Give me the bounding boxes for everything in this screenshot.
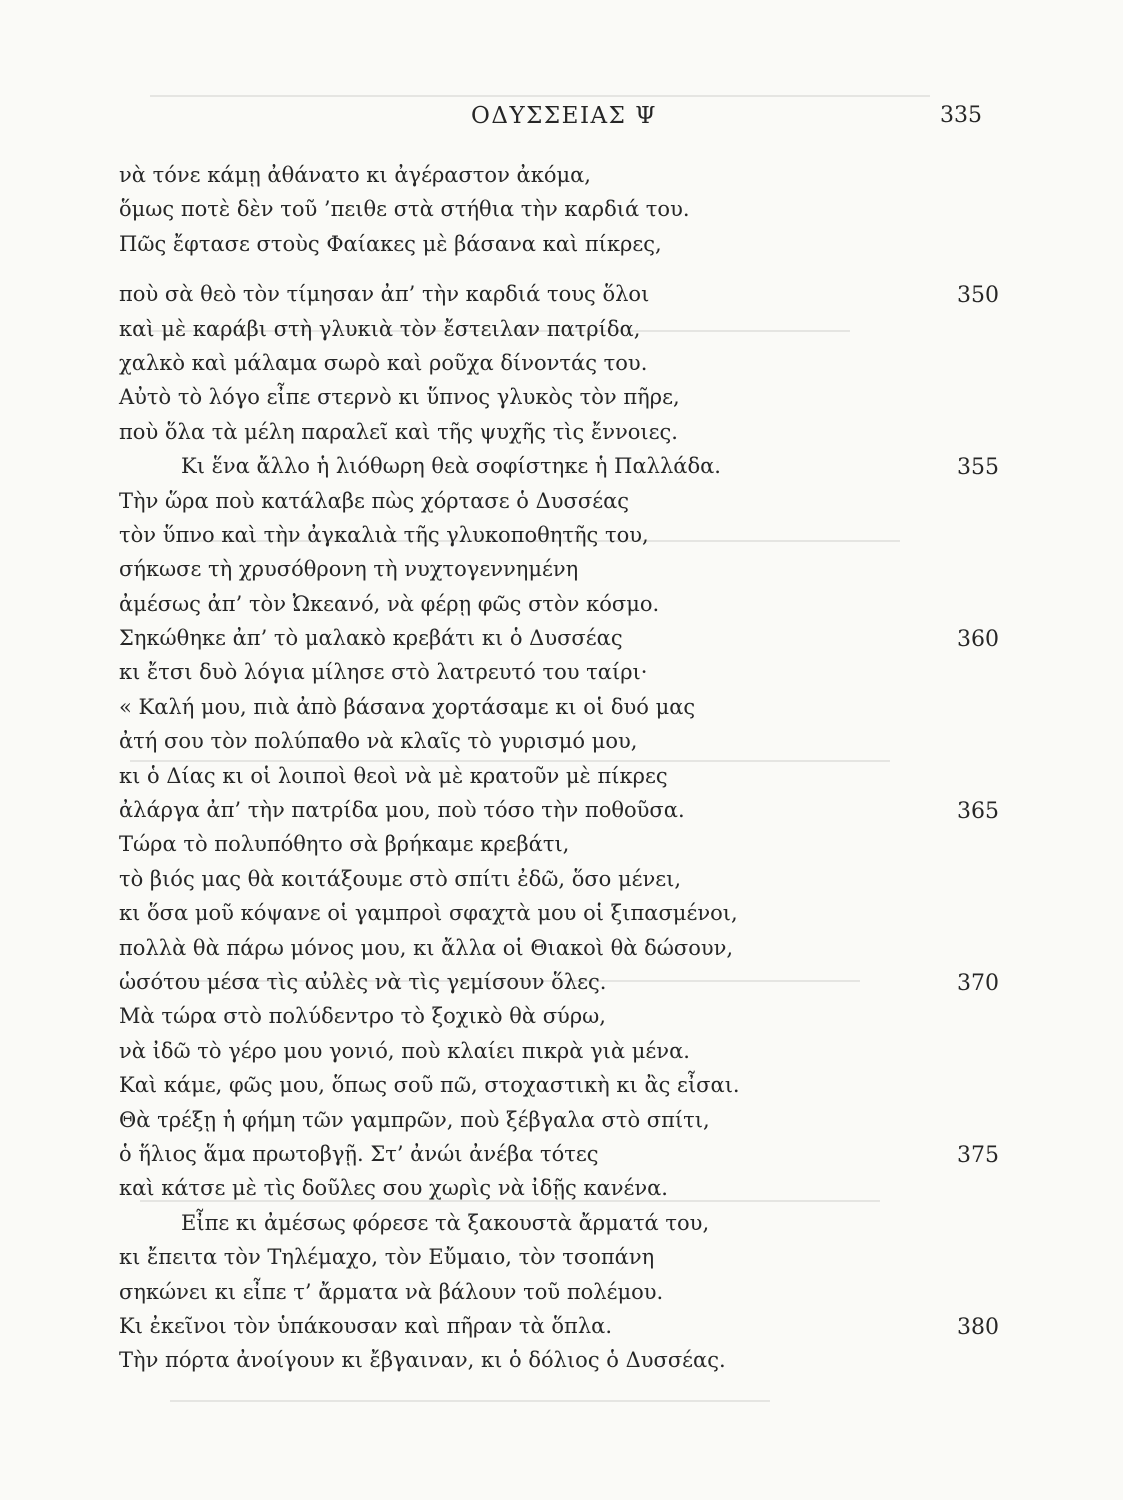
verse-line [119, 277, 999, 311]
verse-line [119, 690, 999, 724]
verse-text: Κι ἕνα ἄλλο ἡ λιόθωρη θεὰ σοφίστηκε ἡ Παλλάδα. [181, 454, 721, 479]
verse-line [119, 1206, 999, 1240]
verse-text: πολλὰ θὰ πάρω μόνος μου, κι ἄλλα οἱ Θιακοὶ θὰ δώσουν, [119, 935, 734, 960]
verse-line [119, 862, 999, 896]
verse-text: Κι ἐκεῖνοι τὸν ὑπάκουσαν καὶ πῆραν τὰ ὅπλα. [119, 1313, 613, 1338]
verse-text: Πῶς ἔφτασε στοὺς Φαίακες μὲ βάσανα καὶ πίκρες, [119, 231, 662, 256]
verse-line [119, 158, 999, 192]
verse-text: τὸν ὕπνο καὶ τὴν ἀγκαλιὰ τῆς γλυκοποθητῆς του, [119, 522, 649, 547]
verse-line [119, 999, 999, 1033]
verse-line [119, 793, 999, 827]
line-number: 370 [957, 970, 999, 996]
line-number: 375 [957, 1142, 999, 1168]
verse-text: ἀλάργα ἀπ’ τὴν πατρίδα μου, ποὺ τόσο τὴν ποθοῦσα. [119, 798, 685, 823]
verse-line [119, 827, 999, 861]
verse-text: κι ὅσα μοῦ κόψανε οἱ γαμπροὶ σφαχτὰ μου οἱ ξιπασμένοι, [119, 901, 738, 926]
verse-line [119, 484, 999, 518]
verse-line [119, 192, 999, 226]
line-number: 355 [957, 455, 999, 481]
verse-text: Τὴν πόρτα ἀνοίγουν κι ἔβγαιναν, κι ὁ δόλιος ὁ Δυσσέας. [119, 1348, 726, 1373]
verse-line [119, 1068, 999, 1102]
line-number: 350 [957, 283, 999, 309]
verse-text: ἀτή σου τὸν πολύπαθο νὰ κλαῖς τὸ γυρισμό μου, [119, 729, 638, 754]
verse-text: ὅμως ποτὲ δὲν τοῦ ’πειθε στὰ στήθια τὴν καρδιά του. [119, 197, 690, 222]
verse-line [119, 415, 999, 449]
verse-line [119, 724, 999, 758]
verse-text: κι ἔτσι δυὸ λόγια μίλησε στὸ λατρευτό του ταίρι· [119, 660, 648, 685]
verse-text: « Καλή μου, πιὰ ἀπὸ βάσανα χορτάσαμε κι οἱ δυό μας [119, 694, 696, 719]
verse-text: νὰ τόνε κάμῃ ἀθάνατο κι ἀγέραστον ἀκόμα, [119, 163, 591, 187]
verse-line [119, 312, 999, 346]
verse-text: Μὰ τώρα στὸ πολύδεντρο τὸ ξοχικὸ θὰ σύρω, [119, 1004, 606, 1029]
verse-line [119, 1103, 999, 1137]
verse-text: καὶ μὲ καράβι στὴ γλυκιὰ τὸν ἔστειλαν πατρίδα, [119, 316, 641, 341]
verse-line [119, 1275, 999, 1309]
verse-text: τὸ βιός μας θὰ κοιτάξουμε στὸ σπίτι ἐδῶ, ὅσο μένει, [119, 866, 682, 891]
verse-line [119, 1034, 999, 1068]
verse-line [119, 621, 999, 655]
verse-line [119, 1137, 999, 1171]
verse-line [119, 1171, 999, 1205]
verse-line [119, 552, 999, 586]
verse-line [119, 896, 999, 930]
verse-text: σηκώνει κι εἶπε τ’ ἄρματα νὰ βάλουν τοῦ πολέμου. [119, 1279, 664, 1304]
verse-line [119, 449, 999, 483]
verse-line [119, 931, 999, 965]
verse-line [119, 1343, 999, 1377]
line-number: 380 [957, 1314, 999, 1340]
verse-text: ποὺ ὅλα τὰ μέλη παραλεῖ καὶ τῆς ψυχῆς τὶς ἔννοιες. [119, 419, 678, 444]
verse-text: χαλκὸ καὶ μάλαμα σωρὸ καὶ ροῦχα δίνοντάς του. [119, 350, 648, 375]
page-number: 335 [940, 103, 982, 128]
verse-text: καὶ κάτσε μὲ τὶς δοῦλες σου χωρὶς νὰ ἰδῇς κανένα. [119, 1176, 668, 1201]
verse-line [119, 380, 999, 414]
verse-line [119, 1309, 999, 1343]
verse-text: ὡσότου μέσα τὶς αὐλὲς νὰ τὶς γεμίσουν ὅλες. [119, 969, 607, 994]
verse-text: νὰ ἰδῶ τὸ γέρο μου γονιό, ποὺ κλαίει πικρὰ γιὰ μένα. [119, 1038, 690, 1063]
verse-text: ποὺ σὰ θεὸ τὸν τίμησαν ἀπ’ τὴν καρδιά τους ὅλοι [119, 282, 650, 307]
verse-line [119, 518, 999, 552]
verse-text: Καὶ κάμε, φῶς μου, ὅπως σοῦ πῶ, στοχαστικὴ κι ἂς εἶσαι. [119, 1073, 740, 1098]
verse-line [119, 1240, 999, 1274]
verse-text: ἀμέσως ἀπ’ τὸν Ὠκεανό, νὰ φέρῃ φῶς στὸν κόσμο. [119, 591, 660, 616]
line-number: 365 [957, 799, 999, 825]
verse-block [119, 158, 999, 1378]
verse-text: ὁ ἥλιος ἅμα πρωτοβγῇ. Στ’ ἀνώι ἀνέβα τότες [119, 1141, 599, 1166]
verse-line [119, 346, 999, 380]
line-number: 360 [957, 627, 999, 653]
verse-text: Εἶπε κι ἀμέσως φόρεσε τὰ ξακουστὰ ἄρματά του, [181, 1210, 710, 1235]
verse-text: Σηκώθηκε ἀπ’ τὸ μαλακὸ κρεβάτι κι ὁ Δυσσέας [119, 626, 623, 651]
verse-text: σήκωσε τὴ χρυσόθρονη τὴ νυχτογεννημένη [119, 557, 579, 582]
verse-text: Τώρα τὸ πολυπόθητο σὰ βρήκαμε κρεβάτι, [119, 832, 570, 857]
verse-line [119, 759, 999, 793]
verse-line [119, 965, 999, 999]
verse-text: Αὐτὸ τὸ λόγο εἶπε στερνὸ κι ὕπνος γλυκὸς τὸν πῆρε, [119, 385, 680, 410]
verse-text: κι ὁ Δίας κι οἱ λοιποὶ θεοὶ νὰ μὲ κρατοῦν μὲ πίκρες [119, 763, 668, 788]
running-head: ΟΔΥΣΣΕΙΑΣ Ψ [471, 103, 657, 129]
verse-text: Τὴν ὥρα ποὺ κατάλαβε πὼς χόρτασε ὁ Δυσσέας [119, 488, 630, 513]
verse-line [119, 587, 999, 621]
verse-line [119, 227, 999, 261]
verse-line [119, 655, 999, 689]
verse-text: κι ἔπειτα τὸν Τηλέμαχο, τὸν Εὔμαιο, τὸν τσοπάνη [119, 1245, 655, 1270]
verse-text: Θὰ τρέξῃ ἡ φήμη τῶν γαμπρῶν, ποὺ ξέβγαλα στὸ σπίτι, [119, 1107, 710, 1132]
page-header [0, 103, 1123, 137]
